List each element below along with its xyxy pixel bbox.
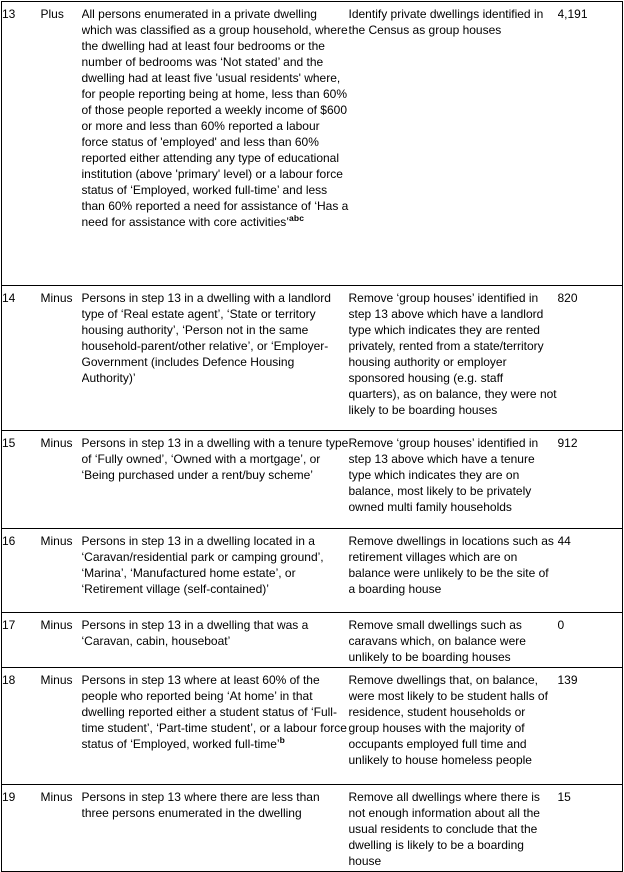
explanation-cell: Remove dwellings in locations such as retirement villages which are on balance were unlikely to be the site of a boarding house	[349, 529, 558, 613]
operation-cell: Minus	[41, 286, 82, 431]
description-cell	[82, 2, 349, 286]
footnote-marker: b	[279, 735, 285, 745]
step-cell: 13	[2, 2, 41, 286]
operation-cell: Minus	[41, 785, 82, 872]
methodology-table	[1, 1, 623, 872]
step-cell: 14	[2, 286, 41, 431]
description-text: Persons in step 13 in a dwelling that was a ‘Caravan, cabin, houseboat’	[81, 618, 309, 648]
table-row	[2, 2, 623, 286]
explanation-cell: Remove small dwellings such as caravans which, on balance were unlikely to be boarding houses	[349, 613, 558, 668]
description-text: Persons in step 13 in a dwelling with a landlord type of ‘Real estate agent’, ‘State or territory housing authority’, ‘Person not in the same household-parent/other relative’, or ‘Employer-Government (includes Defence Housing Authority)’	[81, 291, 331, 385]
explanation-cell: Remove ‘group houses’ identified in step 13 above which have a tenure type which indicates they are on balance, most likely to be privately owned multi family households	[349, 431, 558, 529]
table-row	[2, 529, 623, 613]
count-cell: 4,191	[558, 2, 623, 286]
explanation-cell: Remove ‘group houses’ identified in step 13 above which have a landlord type which indicates they are rented privately, rented from a state/territory housing authority or employer sponsored housing (e.g. staff quarters), as on balance, they were not likely to be boarding houses	[349, 286, 558, 431]
table-row	[2, 785, 623, 872]
description-cell	[82, 613, 349, 668]
count-cell: 0	[558, 613, 623, 668]
step-cell: 17	[2, 613, 41, 668]
count-cell: 15	[558, 785, 623, 872]
operation-cell: Plus	[41, 2, 82, 286]
count-cell: 139	[558, 668, 623, 785]
description-text: All persons enumerated in a private dwelling which was classified as a group household, where the dwelling had at least four bedrooms or the number of bedrooms was ‘Not stated’ and the dwelling had at least five 'usual residents' where, for people reporting being at home, less than 60% of those people reported a weekly income of $600 or more and less than 60% reported a labour force status of 'employed' and less than 60% reported either attending any type of educational institution (above 'primary' level) or a labour force status of ‘Employed, worked full-time’ and less than 60% reported a need for assistance of ‘Has a need for assistance with core activities’	[81, 7, 349, 229]
step-cell: 16	[2, 529, 41, 613]
table-row	[2, 431, 623, 529]
description-cell	[82, 785, 349, 872]
step-cell: 15	[2, 431, 41, 529]
count-cell: 44	[558, 529, 623, 613]
description-cell	[82, 431, 349, 529]
operation-cell: Minus	[41, 668, 82, 785]
table-row	[2, 668, 623, 785]
table-row	[2, 613, 623, 668]
operation-cell: Minus	[41, 431, 82, 529]
operation-cell: Minus	[41, 529, 82, 613]
description-text: Persons in step 13 where there are less than three persons enumerated in the dwelling	[81, 790, 320, 820]
description-text: Persons in step 13 in a dwelling with a tenure type of ‘Fully owned’, ‘Owned with a mortgage’, or ‘Being purchased under a rent/buy scheme’	[81, 436, 349, 482]
description-text: Persons in step 13 where at least 60% of the people who reported being ‘At home’ in that dwelling reported either a student status of ‘Full-time student’, ‘Part-time student’, or a labour force status of ‘Employed, worked full-time’	[81, 673, 347, 751]
explanation-cell: Remove dwellings that, on balance, were most likely to be student halls of residence, student households or group houses with the majority of occupants employed full time and unlikely to house homeless people	[349, 668, 558, 785]
count-cell: 820	[558, 286, 623, 431]
description-cell	[82, 286, 349, 431]
operation-cell: Minus	[41, 613, 82, 668]
explanation-cell: Identify private dwellings identified in the Census as group houses	[349, 2, 558, 286]
step-cell: 19	[2, 785, 41, 872]
description-text: Persons in step 13 in a dwelling located in a ‘Caravan/residential park or camping ground’, ‘Marina’, ‘Manufactured home estate’, or ‘Retirement village (self-contained)’	[81, 534, 324, 596]
footnote-marker: abc	[288, 213, 305, 223]
count-cell: 912	[558, 431, 623, 529]
description-cell	[82, 668, 349, 785]
step-cell: 18	[2, 668, 41, 785]
explanation-cell: Remove all dwellings where there is not enough information about all the usual residents to conclude that the dwelling is likely to be a boarding house	[349, 785, 558, 872]
table-row	[2, 286, 623, 431]
description-cell	[82, 529, 349, 613]
